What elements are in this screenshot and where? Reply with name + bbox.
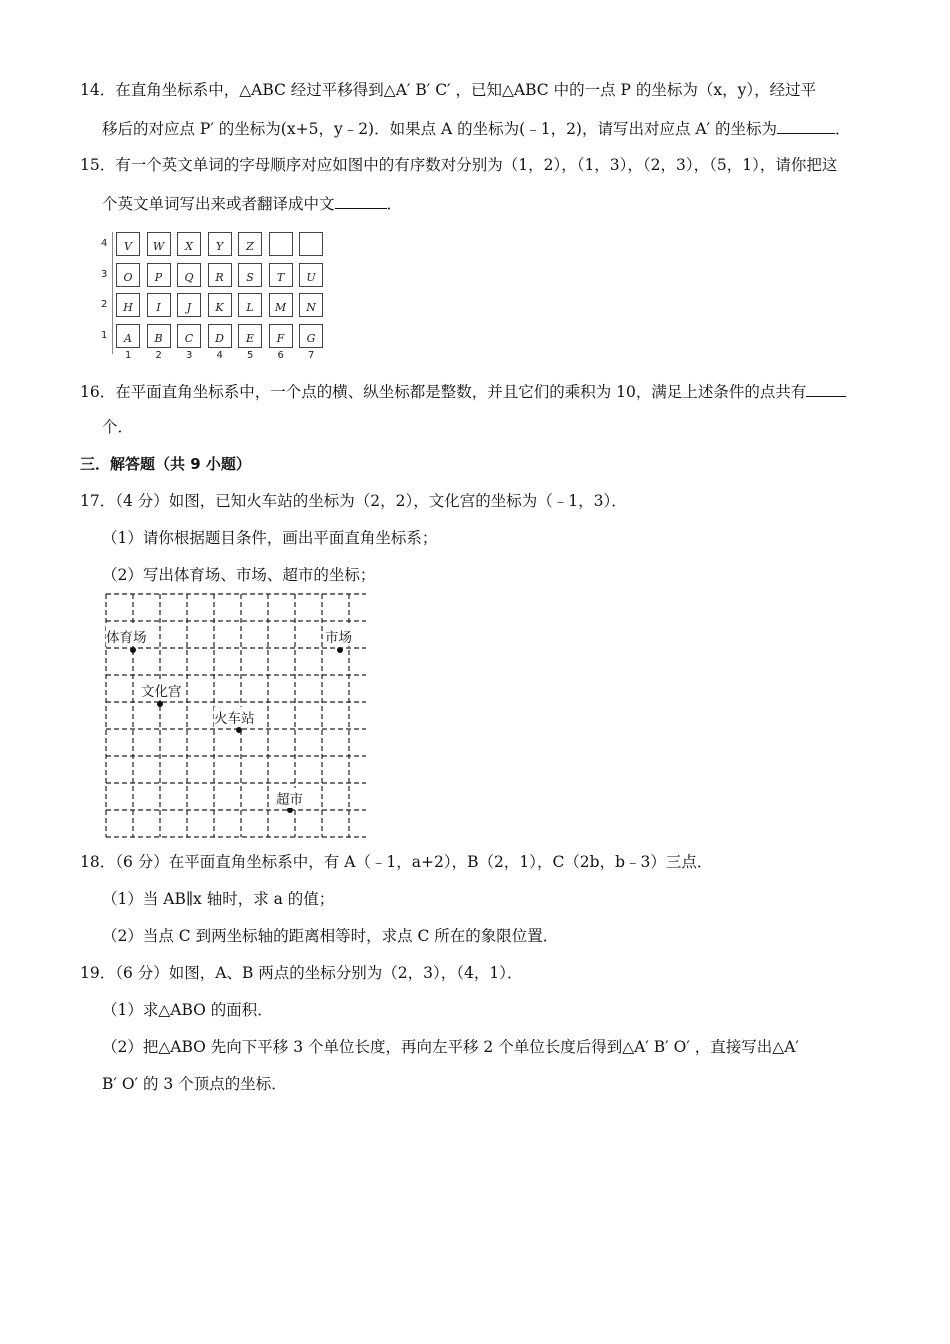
row-label: 3 xyxy=(101,268,108,280)
point-culture-palace xyxy=(157,701,163,707)
row-label: 1 xyxy=(101,329,108,341)
q18-line1: 18．（6 分）在平面直角坐标系中，有 A（﹣1，a+2），B（2，1），C（2b，b﹣3）三点． xyxy=(80,853,713,871)
row-label: 2 xyxy=(101,299,108,310)
letter-cell: A xyxy=(116,324,140,348)
letter-cell: S xyxy=(238,263,262,287)
col-label: 7 xyxy=(308,350,315,361)
point-market xyxy=(337,647,343,653)
letter-cell: R xyxy=(208,263,232,287)
q14-line2-end: ． xyxy=(835,120,851,138)
letter-cell: M xyxy=(269,293,293,317)
row-label: 4 xyxy=(101,238,108,249)
letter-cell: F xyxy=(269,324,293,348)
letter-cell: C xyxy=(177,324,201,348)
label-culture-palace: 文化宫 xyxy=(141,680,182,700)
col-label: 6 xyxy=(277,350,284,361)
label-train-station: 火车站 xyxy=(214,707,255,727)
q17-line3: （2）写出体育场、市场、超市的坐标； xyxy=(102,566,376,584)
letter-cell: X xyxy=(177,232,201,256)
col-label: 2 xyxy=(155,350,162,361)
q19-line1: 19．（6 分）如图，A、B 两点的坐标分别为（2，3），（4，1）． xyxy=(80,964,523,982)
q15-line1: 15．有一个英文单词的字母顺序对应如图中的有序数对分别为（1，2），（1，3），（2，3），（5，1），请你把这 xyxy=(80,156,838,174)
point-train-station xyxy=(236,727,242,733)
label-stadium: 体育场 xyxy=(106,626,147,646)
letter-cell: Y xyxy=(208,232,232,256)
label-supermarket: 超市 xyxy=(276,788,303,808)
letter-cell: W xyxy=(147,232,171,256)
grid-axis-line xyxy=(112,232,113,354)
q14-line1: 14．在直角坐标系中，△ABC 经过平移得到△A′ B′ C′ ，已知△ABC 中的一点 P 的坐标为（x，y），经过平 xyxy=(80,81,817,99)
letter-cell: L xyxy=(238,293,262,317)
col-label: 3 xyxy=(186,350,193,361)
q16-line1-text: 16．在平面直角坐标系中，一个点的横、纵坐标都是整数，并且它们的乘积为 10，满足上述条件的点共有 xyxy=(80,383,807,401)
col-label: 4 xyxy=(216,350,223,361)
letter-cell xyxy=(299,232,323,256)
letter-cell: E xyxy=(238,324,262,348)
q19-line2: （1）求△ABO 的面积． xyxy=(102,1001,273,1019)
q16-answer-blank[interactable] xyxy=(806,380,846,397)
q19-line4: B′ O′ 的 3 个顶点的坐标． xyxy=(102,1075,287,1093)
col-label: 5 xyxy=(247,350,254,361)
letter-cell: V xyxy=(116,232,140,256)
section-title: 三．解答题（共 9 小题） xyxy=(80,455,251,473)
q17-line1: 17．（4 分）如图，已知火车站的坐标为（2，2），文化宫的坐标为（﹣1，3）． xyxy=(80,492,627,510)
letter-cell: Z xyxy=(238,232,262,256)
q18-line3: （2）当点 C 到两坐标轴的距离相等时，求点 C 所在的象限位置． xyxy=(102,927,559,945)
q18-line2: （1）当 AB∥x 轴时，求 a 的值； xyxy=(102,890,335,908)
letter-cell: G xyxy=(299,324,323,348)
q15-line2-end: ． xyxy=(386,195,403,213)
q16-line1 xyxy=(80,380,846,402)
letter-cell: J xyxy=(177,293,201,317)
point-stadium xyxy=(130,647,136,653)
q15-answer-blank[interactable] xyxy=(335,192,387,209)
letter-cell: U xyxy=(299,263,323,287)
letter-cell: H xyxy=(116,293,140,317)
q14-line2-text: 移后的对应点 P′ 的坐标为(x+5，y﹣2)．如果点 A 的坐标为(﹣1，2)，请写出对应点 A′ 的坐标为 xyxy=(102,120,778,138)
letter-cell: Q xyxy=(177,263,201,287)
letter-cell: I xyxy=(147,293,171,317)
letter-cell xyxy=(269,232,293,256)
letter-grid xyxy=(98,230,338,360)
letter-cell: D xyxy=(208,324,232,348)
q14-line2 xyxy=(102,117,851,139)
letter-cell: N xyxy=(299,293,323,317)
q16-line2: 个． xyxy=(102,418,134,436)
q19-line3: （2）把△ABO 先向下平移 3 个单位长度，再向左平移 2 个单位长度后得到△A′ B′ O′ ，直接写出△A′ xyxy=(102,1038,799,1056)
letter-cell: T xyxy=(269,263,293,287)
q17-line2: （1）请你根据题目条件，画出平面直角坐标系； xyxy=(102,529,438,547)
q15-line2-text: 个英文单词写出来或者翻译成中文 xyxy=(102,195,335,213)
letter-cell: O xyxy=(116,263,140,287)
letter-cell: B xyxy=(147,324,171,348)
letter-cell: K xyxy=(208,293,232,317)
q14-answer-blank[interactable] xyxy=(777,117,835,134)
label-market: 市场 xyxy=(325,626,352,646)
col-label: 1 xyxy=(125,350,132,361)
map-grid xyxy=(104,592,370,840)
q15-line2 xyxy=(102,192,402,214)
letter-cell: P xyxy=(147,263,171,287)
